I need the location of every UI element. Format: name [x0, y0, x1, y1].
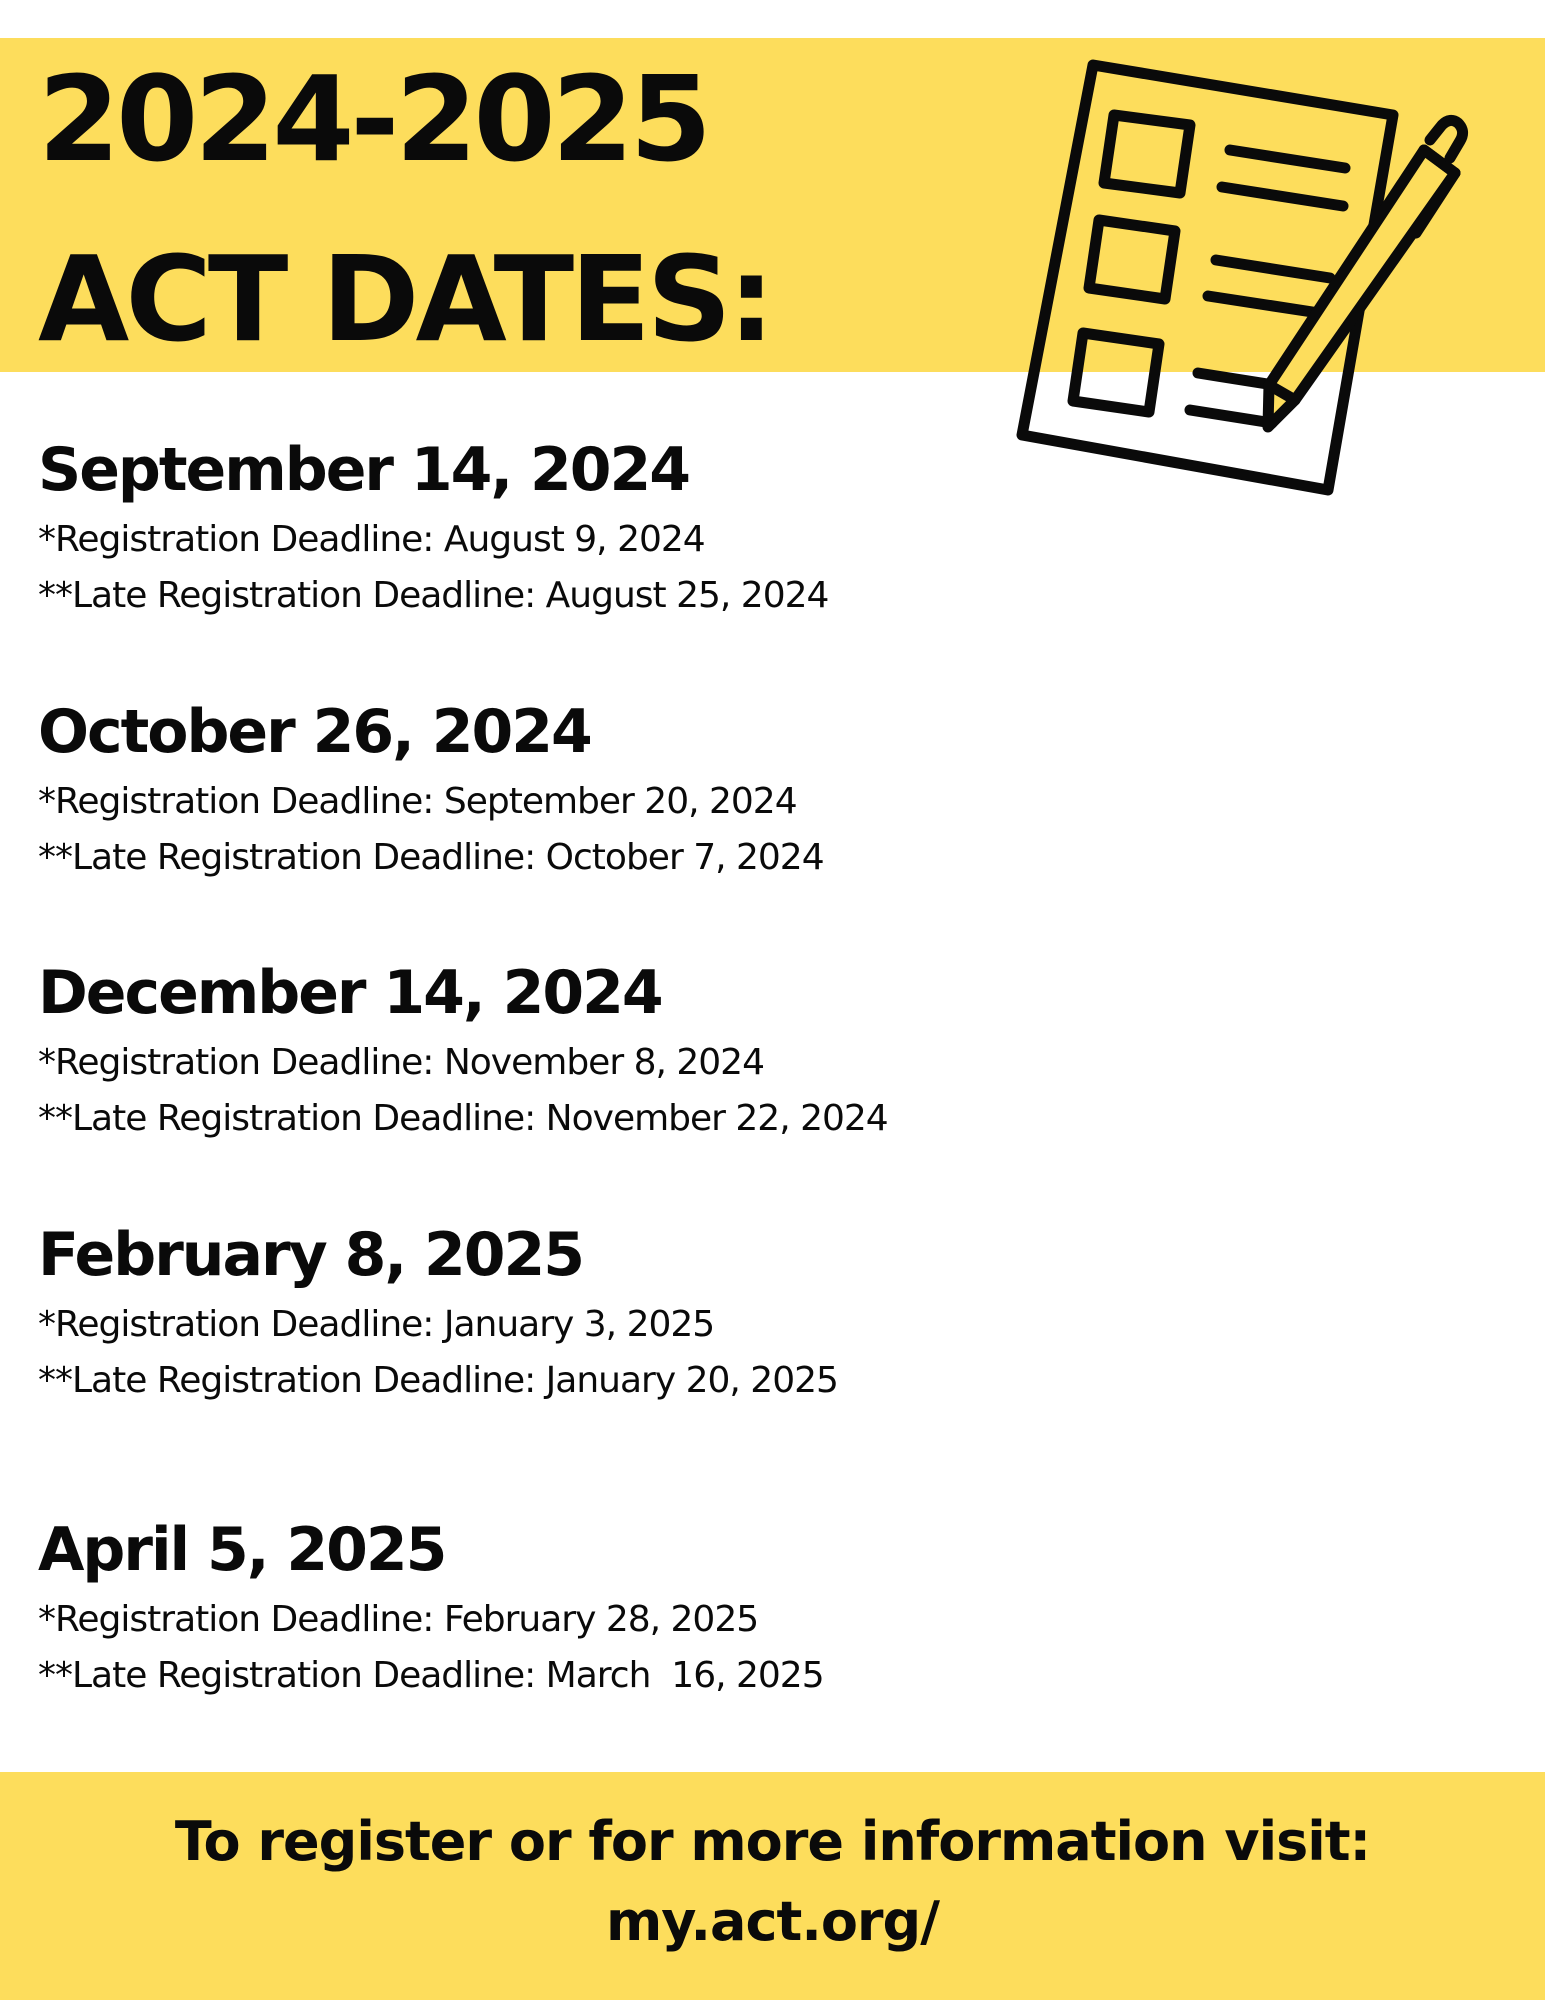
event-date: April 5, 2025	[38, 1515, 446, 1585]
registration-deadline: *Registration Deadline: November 8, 2024	[38, 1042, 764, 1083]
late-registration-deadline: **Late Registration Deadline: January 20, 2025	[38, 1360, 838, 1401]
late-registration-deadline: **Late Registration Deadline: November 22, 2024	[38, 1098, 888, 1139]
event-date: October 26, 2024	[38, 697, 591, 767]
event-september	[38, 435, 829, 616]
event-date: December 14, 2024	[38, 958, 662, 1028]
event-december	[38, 958, 888, 1139]
footer-text: To register or for more information visit:	[174, 1810, 1371, 1873]
late-registration-deadline: **Late Registration Deadline: October 7, 2024	[38, 837, 824, 878]
event-october	[38, 697, 824, 878]
event-date: February 8, 2025	[38, 1220, 584, 1290]
event-date: September 14, 2024	[38, 435, 690, 505]
event-february	[38, 1220, 838, 1401]
page-title-line-2: ACT DATES:	[38, 230, 771, 368]
event-april	[38, 1515, 824, 1696]
footer-band	[0, 1772, 1545, 2000]
page-title-line-1: 2024-2025	[38, 50, 708, 188]
act-website-link[interactable]: my.act.org/	[606, 1890, 939, 1953]
late-registration-deadline: **Late Registration Deadline: August 25, 2024	[38, 575, 829, 616]
registration-deadline: *Registration Deadline: February 28, 2025	[38, 1599, 759, 1640]
checklist-pencil-icon	[1010, 55, 1480, 505]
late-registration-deadline: **Late Registration Deadline: March 16, 2025	[38, 1655, 824, 1696]
registration-deadline: *Registration Deadline: August 9, 2024	[38, 519, 705, 560]
registration-deadline: *Registration Deadline: September 20, 2024	[38, 781, 797, 822]
registration-deadline: *Registration Deadline: January 3, 2025	[38, 1304, 715, 1345]
